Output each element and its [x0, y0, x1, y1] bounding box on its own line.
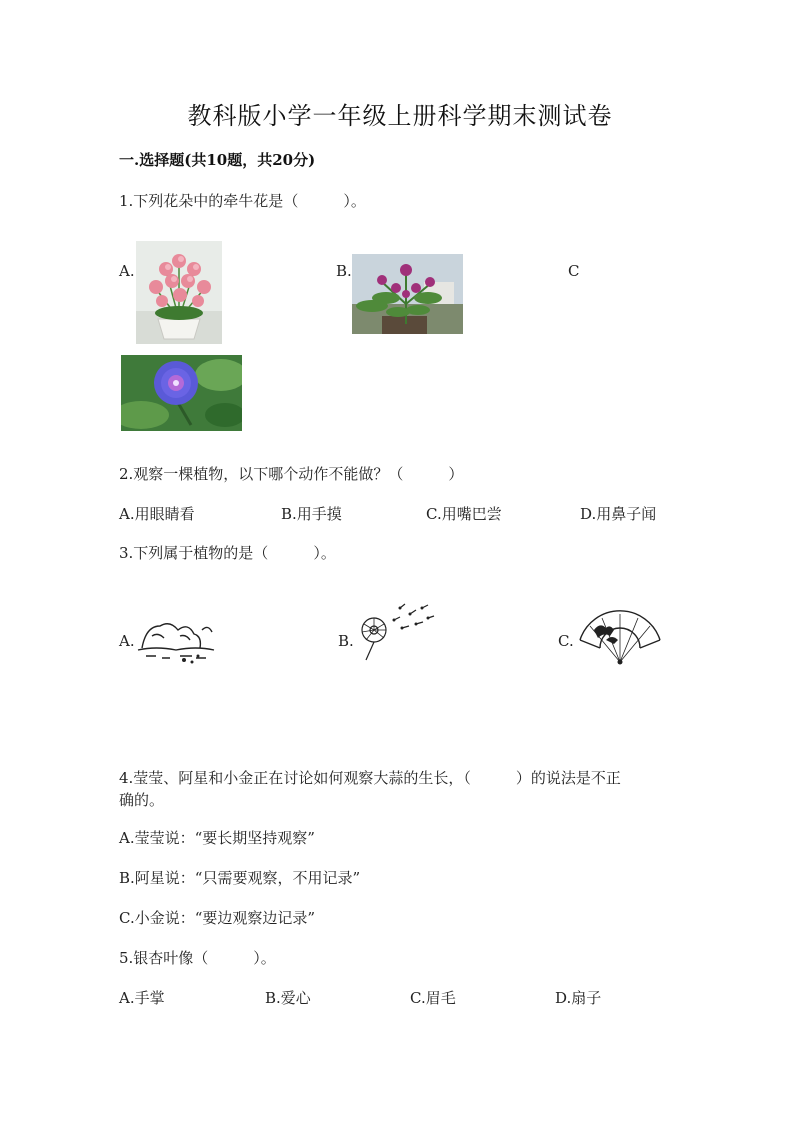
question-3-text: 3.下列属于植物的是（ ）。 — [119, 544, 336, 562]
q4-option-a: A.莹莹说：“要长期坚持观察” — [119, 829, 315, 847]
q2-option-b: B.用手摸 — [281, 505, 342, 523]
q1-option-a-label: A. — [119, 262, 135, 280]
dandelion-sketch — [354, 598, 436, 662]
pink-carnation-photo — [136, 241, 222, 344]
question-4-text-line2: 确的。 — [119, 791, 165, 809]
rock-sketch — [136, 612, 216, 664]
q2-option-c: C.用嘴巴尝 — [426, 505, 502, 523]
q5-option-c: C.眉毛 — [410, 989, 456, 1007]
q1-option-b-label: B. — [336, 262, 352, 280]
q5-option-d: D.扇子 — [555, 989, 602, 1007]
section-heading: 一.选择题(共10题，共20分) — [119, 151, 316, 169]
q3-option-a-label: A. — [119, 632, 135, 650]
folding-fan-sketch — [576, 610, 664, 666]
q3-option-b-label: B. — [338, 632, 354, 650]
q3-option-c-label: C. — [558, 632, 574, 650]
q5-option-b: B.爱心 — [265, 989, 311, 1007]
q2-option-d: D.用鼻子闻 — [580, 505, 657, 523]
q2-option-a: A.用眼睛看 — [119, 505, 195, 523]
q5-option-a: A.手掌 — [119, 989, 165, 1007]
q4-option-b: B.阿星说：“只需要观察，不用记录” — [119, 869, 361, 887]
question-5-text: 5.银杏叶像（ ）。 — [119, 949, 276, 967]
question-2-text: 2.观察一棵植物，以下哪个动作不能做？（ ） — [119, 465, 464, 483]
q4-option-c: C.小金说：“要边观察边记录” — [119, 909, 316, 927]
blue-morning-glory-photo — [121, 355, 242, 431]
page-title: 教科版小学一年级上册科学期末测试卷 — [187, 102, 613, 130]
q1-option-c-label: C — [568, 262, 580, 280]
purple-globe-amaranth-photo — [352, 254, 463, 334]
question-4-text-line1: 4.莹莹、阿星和小金正在讨论如何观察大蒜的生长，（ ）的说法是不正 — [119, 769, 621, 787]
question-1-text: 1.下列花朵中的牵牛花是（ ）。 — [119, 192, 366, 210]
